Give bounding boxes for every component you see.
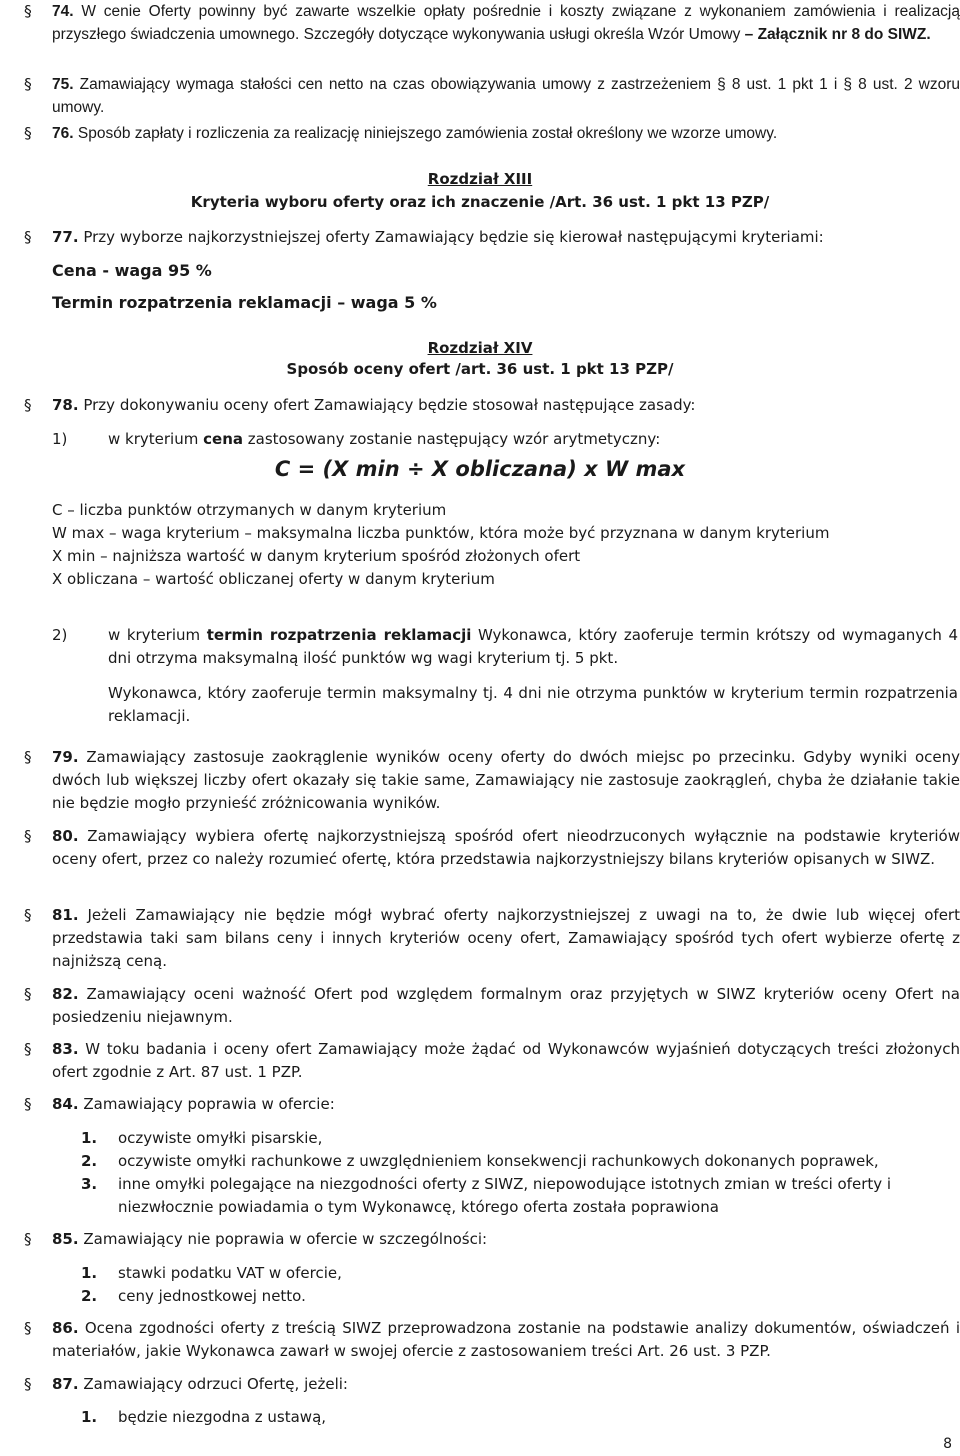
paragraph-number: 77.: [52, 228, 79, 246]
paragraph-81: [24, 904, 960, 973]
section-symbol: §: [24, 2, 32, 20]
paragraph-text: Sposób zapłaty i rozliczenia za realizację niniejszego zamówienia został określony we wzorze umowy.: [77, 125, 778, 142]
section-symbol: §: [24, 1095, 32, 1113]
chapter-13-subtitle: Kryteria wyboru oferty oraz ich znaczenie /Art. 36 ust. 1 pkt 13 PZP/: [190, 193, 770, 211]
list-item: [81, 1127, 957, 1150]
paragraph-number: 81.: [52, 906, 79, 924]
paragraph-text: Przy wyborze najkorzystniejszej oferty Zamawiający będzie się kierował następującymi kryteriami:: [83, 228, 824, 246]
definition-x-min: X min – najniższa wartość w danym kryterium spośród złożonych ofert: [52, 547, 581, 565]
paragraph-text: Ocena zgodności oferty z treścią SIWZ przeprowadzona zostanie na podstawie analizy dokumentów, oświadczeń i materiałów, jakie Wykonawca zawarł w swojej ofercie z zastosowaniem treści Art. 26 ust. 3 PZP.: [52, 1319, 960, 1360]
section-symbol-inline: §: [717, 76, 726, 93]
section-symbol-inline: §: [843, 76, 853, 93]
page-number: 8: [943, 1436, 952, 1452]
list-item-text: stawki podatku VAT w ofercie,: [118, 1264, 342, 1282]
rule-label: 1): [52, 430, 68, 448]
list-item-number: 1.: [81, 1264, 98, 1282]
definition-x-obliczana: X obliczana – wartość obliczanej oferty w danym kryterium: [52, 570, 495, 588]
paragraph-number: 79.: [52, 748, 79, 766]
rule-bold-text: cena: [203, 430, 243, 448]
rule-bold-text: termin rozpatrzenia reklamacji: [206, 626, 472, 644]
definition-w-max: W max – waga kryterium – maksymalna liczba punktów, która może być przyznana w danym kryterium: [52, 524, 830, 542]
rule-2-paragraph-2: Wykonawca, który zaoferuje termin maksymalny tj. 4 dni nie otrzyma punktów w kryterium termin rozpatrzenia reklamacji.: [108, 684, 958, 725]
paragraph-77: [24, 226, 960, 249]
rule-text: Wykonawca, który zaoferuje termin krótszy od wymaganych 4 dni otrzyma maksymalną ilość punktów wg wagi kryterium tj. 5 pkt.: [108, 626, 958, 667]
paragraph-83: [24, 1038, 960, 1084]
list-item: [81, 1173, 957, 1219]
section-symbol: §: [24, 748, 32, 766]
paragraph-number: 75.: [52, 76, 74, 93]
paragraph-82: [24, 983, 960, 1029]
list-item: [81, 1406, 957, 1429]
paragraph-text: 8 ust. 2 wzoru umowy.: [52, 76, 960, 116]
chapter-13-title: Rozdział XIII: [427, 170, 533, 188]
list-84: [81, 1127, 957, 1219]
section-symbol: §: [24, 396, 32, 414]
paragraph-74: [24, 0, 960, 46]
section-symbol: §: [24, 124, 32, 142]
section-symbol: §: [24, 1375, 32, 1393]
paragraph-number: 83.: [52, 1040, 79, 1058]
paragraph-number: 82.: [52, 985, 79, 1003]
paragraph-number: 85.: [52, 1230, 79, 1248]
list-item-number: 2.: [81, 1287, 98, 1305]
paragraph-text: W cenie Oferty powinny być zawarte wszelkie opłaty pośrednie i koszty związane z wykonaniem zamówienia i realizacją przyszłego świadczenia umownego. Szczegóły dotyczące wykonywania usługi określa Wzór Umowy: [52, 3, 960, 43]
paragraph-76: [24, 122, 960, 145]
section-symbol: §: [24, 1040, 32, 1058]
paragraph-number: 84.: [52, 1095, 79, 1113]
paragraph-79: [24, 746, 960, 815]
paragraph-80: [24, 825, 960, 871]
paragraph-87: [24, 1373, 960, 1396]
section-symbol: §: [24, 228, 32, 246]
paragraph-text: Zamawiający wymaga stałości cen netto na czas obowiązywania umowy z zastrzeżeniem: [79, 76, 711, 93]
rule-text: w kryterium: [108, 430, 199, 448]
paragraph-text: W toku badania i oceny ofert Zamawiający może żądać od Wykonawców wyjaśnień dotyczących treści złożonych ofert zgodnie z Art. 87 ust. 1 PZP.: [52, 1040, 960, 1081]
paragraph-number: 86.: [52, 1319, 79, 1337]
criterion-complaint-time: Termin rozpatrzenia reklamacji – waga 5 %: [52, 293, 437, 312]
list-item-text: ceny jednostkowej netto.: [118, 1287, 306, 1305]
rule-1: [52, 428, 958, 451]
rule-label: 2): [52, 626, 68, 644]
paragraph-text: Jeżeli Zamawiający nie będzie mógł wybrać oferty najkorzystniejszej z uwagi na to, że dwie lub więcej ofert przedstawia taki sam bilans ceny i innych kryteriów oceny ofert, Zamawiający spośród tych ofert wybierze ofertę z najniższą ceną.: [52, 906, 960, 970]
definition-c: C – liczba punktów otrzymanych w danym kryterium: [52, 501, 447, 519]
paragraph-86: [24, 1317, 960, 1363]
list-item-number: 1.: [81, 1129, 98, 1147]
section-symbol: §: [24, 75, 32, 93]
rule-text: zastosowany zostanie następujący wzór arytmetyczny:: [247, 430, 661, 448]
rule-text: w kryterium: [108, 626, 201, 644]
paragraph-number: 80.: [52, 827, 79, 845]
list-item-number: 1.: [81, 1408, 98, 1426]
paragraph-84: [24, 1093, 960, 1116]
list-item-number: 2.: [81, 1152, 98, 1170]
list-item-text: inne omyłki polegające na niezgodności oferty z SIWZ, niepowodujące istotnych zmian w treści oferty i niezwłocznie powiadamia o tym Wykonawcę, którego oferta została poprawiona: [118, 1175, 892, 1216]
paragraph-75: [24, 73, 960, 119]
paragraph-text: Zamawiający odrzuci Ofertę, jeżeli:: [83, 1375, 348, 1393]
section-symbol: §: [24, 906, 32, 924]
list-87: [81, 1406, 957, 1429]
paragraph-text: Zamawiający nie poprawia w ofercie w szczególności:: [83, 1230, 488, 1248]
paragraph-78: [24, 394, 960, 417]
section-symbol: §: [24, 1230, 32, 1248]
list-item: [81, 1150, 957, 1173]
section-symbol: §: [24, 827, 32, 845]
list-item-number: 3.: [81, 1175, 98, 1193]
paragraph-text: 8 ust. 1 pkt 1 i: [731, 76, 838, 93]
paragraph-number: 76.: [52, 125, 74, 142]
list-item-text: oczywiste omyłki pisarskie,: [118, 1129, 323, 1147]
chapter-14-subtitle: Sposób oceny ofert /art. 36 ust. 1 pkt 13 PZP/: [286, 360, 674, 378]
paragraph-text: Przy dokonywaniu oceny ofert Zamawiający będzie stosował następujące zasady:: [83, 396, 696, 414]
paragraph-number: 78.: [52, 396, 79, 414]
paragraph-text: Zamawiający poprawia w ofercie:: [83, 1095, 335, 1113]
paragraph-text: Zamawiający zastosuje zaokrąglenie wyników oceny oferty do dwóch miejsc po przecinku. Gdyby wyniki oceny dwóch lub większej liczby ofert okazały się takie same, Zamawiający nie zastosuje zaokrągleń, chyba że działanie takie nie będzie mogło przynieść zróżnicowania wyników.: [52, 748, 960, 812]
criterion-price: Cena - waga 95 %: [52, 261, 212, 280]
chapter-14-title: Rozdział XIV: [427, 339, 533, 357]
list-item: [81, 1285, 957, 1308]
paragraph-text: Zamawiający wybiera ofertę najkorzystniejszą spośród ofert nieodrzuconych wyłącznie na podstawie kryteriów oceny ofert, przez co należy rozumieć ofertę, która przedstawia najkorzystniejszy bilans kryteriów opisanych w SIWZ.: [52, 827, 960, 868]
list-85: [81, 1262, 957, 1308]
paragraph-bold-tail: – Załącznik nr 8 do SIWZ.: [744, 26, 931, 43]
section-symbol: §: [24, 1319, 32, 1337]
paragraph-number: 87.: [52, 1375, 79, 1393]
rule-2: [52, 624, 958, 728]
list-item-text: będzie niezgodna z ustawą,: [118, 1408, 327, 1426]
price-formula: C = (X min ÷ X obliczana) x W max: [274, 457, 686, 481]
list-item-text: oczywiste omyłki rachunkowe z uwzględnieniem konsekwencji rachunkowych dokonanych poprawek,: [118, 1152, 879, 1170]
paragraph-number: 74.: [52, 3, 74, 20]
list-item: [81, 1262, 957, 1285]
paragraph-text: Zamawiający oceni ważność Ofert pod względem formalnym oraz przyjętych w SIWZ kryteriów oceny Ofert na posiedzeniu niejawnym.: [52, 985, 960, 1026]
section-symbol: §: [24, 985, 32, 1003]
paragraph-85: [24, 1228, 960, 1251]
